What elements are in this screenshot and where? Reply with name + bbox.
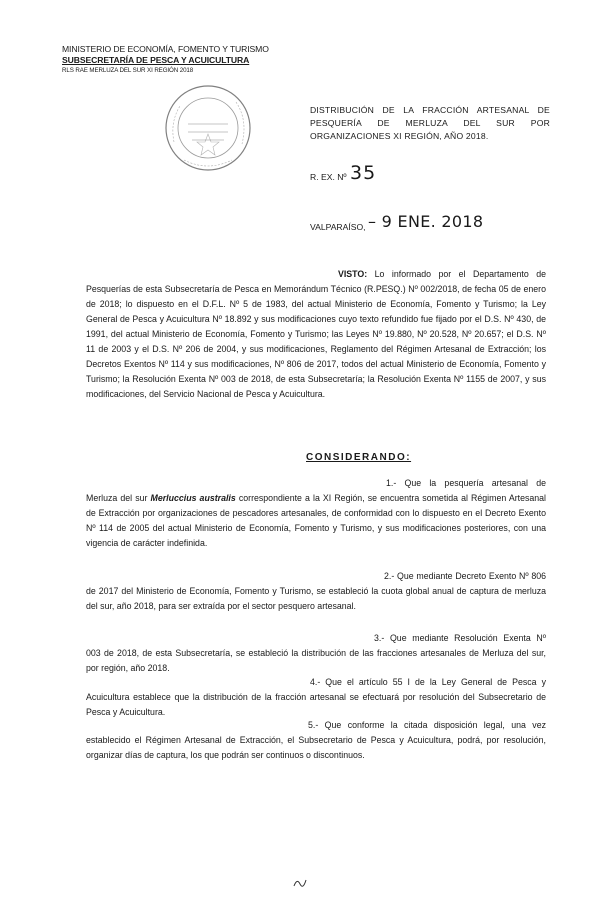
considerando-paragraph-4 (86, 675, 546, 720)
document-title: DISTRIBUCIÓN DE LA FRACCIÓN ARTESANAL DE PESQUERÍA DE MERLUZA DEL SUR POR ORGANIZACIONES XI REGIÓN, AÑO 2018. (310, 105, 550, 141)
species-name: Merluccius australis (150, 493, 236, 503)
issue-place: VALPARAÍSO, (310, 222, 366, 232)
resolution-number: 35 (350, 162, 377, 184)
visto-text: Lo informado por el Departamento de Pesquerías de esta Subsecretaría de Pesca en Memorándum Técnico (R.PESQ.) Nº 002/2018, de fecha 05 de enero de 2018; lo dispuesto en el D.F.L. Nº 5 de 1983, del actual Ministerio de Economía, Fomento y Turismo; la Ley General de Pesca y Acuicultura Nº 18.892 y sus modificaciones cuyo texto refundido fue fijado por el D.S. Nº 430, de 1991, del actual Ministerio de Economía, Fomento y Turismo; las Leyes Nº 19.880, Nº 20.528, Nº 20.657; el D.S. Nº 11 de 2003 y el D.S. Nº 206 de 2004, y sus modificaciones, Reglamento del Régimen Artesanal de Extracción; los Decretos Exentos Nº 114 y sus modificaciones, Nº 806 de 2017, todos del actual Ministerio de Economía, Fomento y Turismo; la Resolución Exenta Nº 003 de 2018, de esta Subsecretaría; la Resolución Exenta Nº 1155 de 2007, y sus modificaciones, del Servicio Nacional de Pesca y Acuicultura. (86, 269, 547, 399)
resolution-label: R. EX. Nº (310, 172, 347, 182)
initials-mark (292, 876, 308, 890)
considerando-paragraph-2 (86, 569, 546, 614)
considerando-paragraph-1 (86, 476, 546, 551)
paragraph-5-text: 5.- Que conforme la citada disposición legal, una vez establecido el Régimen Artesanal de Extracción, el Subsecretario de Pesca y Acuicultura, podrá, por resolución, organizar días de captura, los que podrán ser continuos o discontinuos. (86, 720, 546, 760)
considerando-heading: CONSIDERANDO: (306, 452, 412, 463)
letterhead (62, 44, 292, 75)
paragraph-1-rest: correspondiente a la XI Región, se encuentra sometida al Régimen Artesanal de Extracción por organizaciones de pescadores artesanales, de conformidad con lo dispuesto en el Decreto Exento Nº 114 de 2005 del actual Ministerio de Economía, Fomento y Turismo, y sus modificaciones posteriores, con una vigencia de carácter indefinida. (86, 493, 546, 548)
considerando-paragraph-3 (86, 631, 546, 676)
paragraph-4-text: 4.- Que el artículo 55 I de la Ley General de Pesca y Acuicultura establece que la distribución de la fracción artesanal se efectuará por resolución del Subsecretario de Pesca y Acuicultura. (86, 677, 546, 717)
official-seal-stamp (162, 82, 254, 174)
paragraph-3-text: 3.- Que mediante Resolución Exenta Nº 003 de 2018, de esta Subsecretaría, se estableció la distribución de las fracciones artesanales de Merluza del sur, por región, año 2018. (86, 633, 546, 673)
ministry-name: MINISTERIO DE ECONOMÍA, FOMENTO Y TURISMO (62, 44, 269, 54)
issue-date: – 9 ENE. 2018 (368, 212, 484, 231)
document-reference: RLS RAE MERLUZA DEL SUR XI REGIÓN 2018 (62, 67, 194, 74)
visto-paragraph (86, 267, 546, 402)
considerando-paragraph-5 (86, 718, 546, 763)
paragraph-1-start: 1.- Que la pesquería artesanal de Merluza del sur (86, 478, 546, 503)
subsecretariat-name: SUBSECRETARÍA DE PESCA Y ACUICULTURA (62, 55, 250, 65)
paragraph-2-text: 2.- Que mediante Decreto Exento Nº 806 de 2017 del Ministerio de Economía, Fomento y Turismo, se estableció la cuota global anual de captura de merluza del sur, año 2018, para ser extraída por el sector pesquero artesanal. (86, 571, 546, 611)
visto-label: VISTO: (338, 269, 368, 279)
